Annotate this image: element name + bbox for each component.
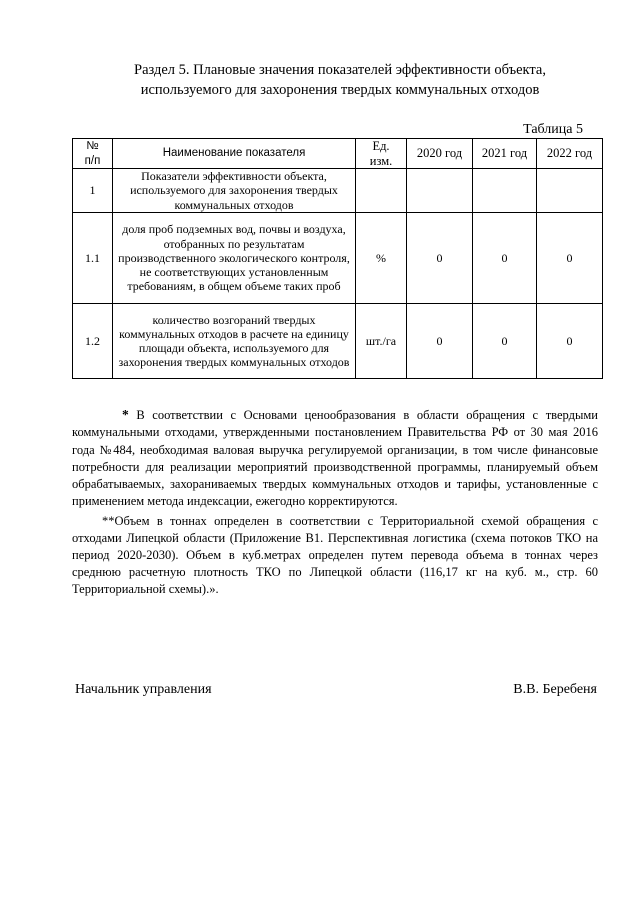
header-number bbox=[73, 139, 113, 169]
header-unit-line-1: Ед. bbox=[372, 139, 390, 154]
footnote-pricing bbox=[72, 406, 598, 511]
row-value-2020: 0 bbox=[407, 213, 473, 304]
row-value-2020 bbox=[407, 169, 473, 213]
header-number-line-2: п/п bbox=[84, 154, 101, 167]
table-row bbox=[73, 169, 603, 213]
row-unit bbox=[356, 169, 407, 213]
footnote-volume: **Объем в тоннах определен в соответствии с Территориальной схемой обращения с отходами Липецкой области (Приложение В1. Перспективная логистика (схема потоков ТКО на период 2020-2030). Объем в куб.метрах определен путем перевода объема в тоннах через среднюю расчетную плотность ТКО по Липецкой области (116,17 кг на куб. м., стр. 60 Территориальной схемы).». bbox=[72, 514, 598, 596]
row-value-2021: 0 bbox=[473, 304, 537, 379]
header-unit-line-2: изм. bbox=[369, 153, 393, 168]
header-indicator-name: Наименование показателя bbox=[113, 139, 356, 169]
signatory-name: В.В. Беребеня bbox=[513, 682, 597, 697]
header-year-2022: 2022 год bbox=[537, 139, 603, 169]
row-unit: % bbox=[356, 213, 407, 304]
row-value-2021 bbox=[473, 169, 537, 213]
row-number: 1 bbox=[73, 169, 113, 213]
row-value-2022: 0 bbox=[537, 213, 603, 304]
table-row bbox=[73, 304, 603, 379]
table-header-row bbox=[73, 139, 603, 169]
row-value-2022 bbox=[537, 169, 603, 213]
footnote-asterisk: * bbox=[122, 407, 129, 422]
row-value-2021: 0 bbox=[473, 213, 537, 304]
header-unit bbox=[356, 139, 407, 169]
row-number: 1.1 bbox=[73, 213, 113, 304]
row-indicator-name: Показатели эффективности объекта, используемого для захоронения твердых коммунальных отходов bbox=[113, 169, 356, 213]
header-year-2020: 2020 год bbox=[407, 139, 473, 169]
row-number: 1.2 bbox=[73, 304, 113, 379]
row-indicator-name: количество возгораний твердых коммунальных отходов в расчете на единицу площади объекта, используемого для захоронения твердых коммунальных отходов bbox=[113, 304, 356, 379]
header-year-2021: 2021 год bbox=[473, 139, 537, 169]
row-indicator-name: доля проб подземных вод, почвы и воздуха, отобранных по результатам производственного экологического контроля, не соответствующих установленным требованиям, в общем объеме таких проб bbox=[113, 213, 356, 304]
table-row bbox=[73, 213, 603, 304]
table-caption: Таблица 5 bbox=[523, 122, 583, 137]
section-heading-line-2: используемого для захоронения твердых коммунальных отходов bbox=[140, 82, 540, 98]
footnote-pricing-text: В соответствии с Основами ценообразования в области обращения с твердыми коммунальными отходами, утвержденными постановлением Правительства РФ от 30 мая 2016 года №484, необходимая валовая выручка регулируемой организации, в том числе финансовые потребности для реализации мероприятий производственной программы, планируемый объем обрабатываемых, захораниваемых твердых коммунальных отходов и тарифы, установленные с применением метода индексации, ежегодно корректируются. bbox=[72, 408, 598, 509]
section-heading-line-1: Раздел 5. Плановые значения показателей эффективности объекта, bbox=[134, 62, 546, 78]
row-value-2022: 0 bbox=[537, 304, 603, 379]
header-number-line-1: № bbox=[86, 140, 99, 153]
row-value-2020: 0 bbox=[407, 304, 473, 379]
section-heading bbox=[60, 60, 620, 100]
row-unit: шт./га bbox=[356, 304, 407, 379]
indicators-table bbox=[72, 138, 603, 379]
signatory-title: Начальник управления bbox=[75, 682, 212, 697]
